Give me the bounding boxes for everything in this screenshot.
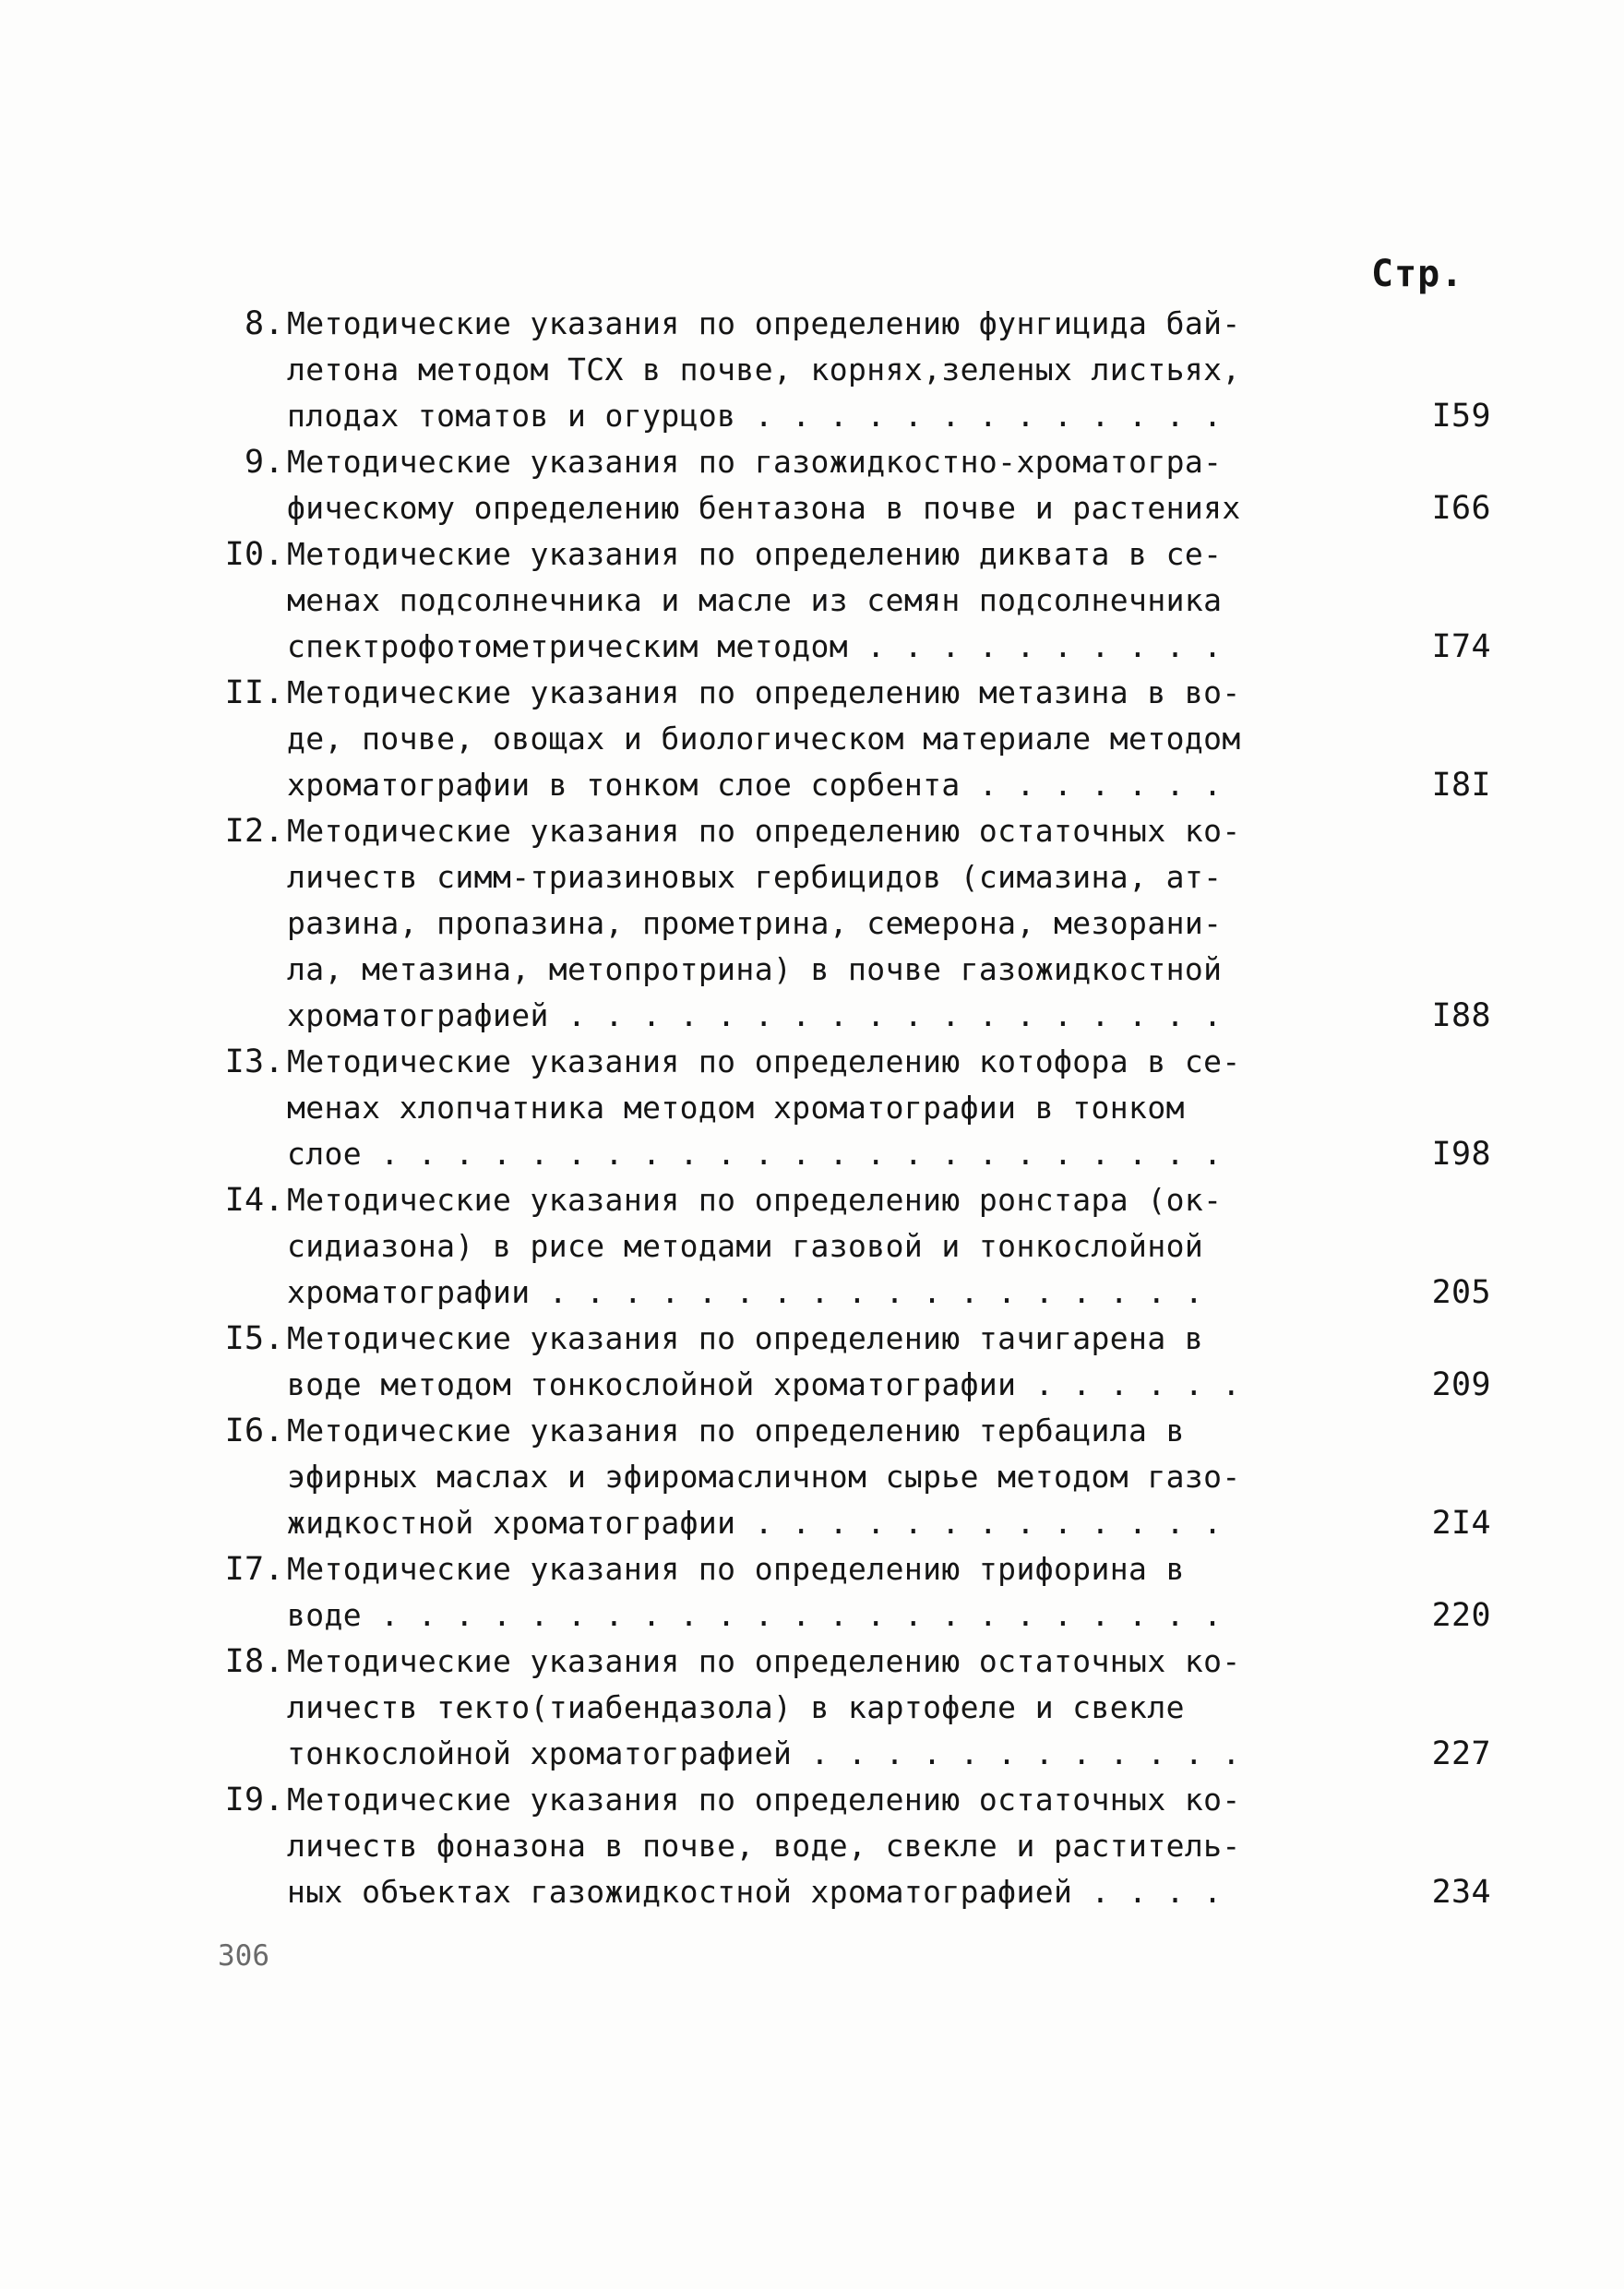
toc-entry-title-line: тонкослойной хроматографией . . . . . . . . . . . . [287, 1735, 1241, 1771]
toc-entry-title-line: воде . . . . . . . . . . . . . . . . . . . . . . . [287, 1597, 1223, 1633]
toc-entry-line [192, 1316, 1484, 1362]
table-of-contents [192, 301, 1491, 1915]
toc-entry-title-line: жидкостной хроматографии . . . . . . . . . . . . . [287, 1505, 1223, 1541]
toc-entry-number: II. [224, 674, 284, 711]
toc-entry-line [192, 1039, 1484, 1085]
toc-entry [192, 1408, 1491, 1546]
toc-entry-title-line: Методические указания по газожидкостно-хроматогра- [287, 444, 1223, 480]
toc-entry-number: I0. [224, 536, 284, 573]
toc-entry-page-number: 205 [1431, 1274, 1491, 1311]
toc-entry-number: I4. [224, 1182, 284, 1219]
toc-entry-title-line: Методические указания по определению остаточных ко- [287, 1782, 1241, 1818]
toc-entry-line [192, 1454, 1484, 1500]
toc-entry-title-line: Методические указания по определению фунгицида бай- [287, 305, 1241, 341]
toc-entry-title-line: хроматографии . . . . . . . . . . . . . . . . . . [287, 1274, 1204, 1310]
toc-entry-title-line: сидиазона) в рисе методами газовой и тонкослойной [287, 1228, 1204, 1264]
toc-entry-title-line: эфирных маслах и эфиромасличном сырье методом газо- [287, 1459, 1241, 1495]
toc-entry-number: I5. [224, 1320, 284, 1357]
toc-entry-title-line: Методические указания по определению тербацила в [287, 1413, 1185, 1449]
toc-entry-number: I9. [224, 1782, 284, 1818]
toc-entry-line [192, 1546, 1484, 1592]
toc-entry-line [192, 1408, 1484, 1454]
toc-entry-line [192, 1177, 1484, 1223]
toc-entry-title-line: Методические указания по определению остаточных ко- [287, 813, 1241, 849]
toc-entry-number: I3. [224, 1043, 284, 1080]
toc-entry [192, 439, 1491, 531]
toc-entry-page-number: I66 [1431, 490, 1491, 527]
toc-entry-title-line: спектрофотометрическим методом . . . . . . . . . . [287, 628, 1223, 664]
toc-entry-page-number: 234 [1431, 1874, 1491, 1911]
toc-entry-page-number: 227 [1431, 1735, 1491, 1772]
toc-entry-page-number: I88 [1431, 997, 1491, 1034]
toc-entry [192, 531, 1491, 670]
toc-entry-page-number: I59 [1431, 398, 1491, 435]
toc-entry-line [192, 716, 1484, 762]
toc-entry-number: I8. [224, 1643, 284, 1680]
toc-entry-number: I6. [224, 1413, 284, 1449]
toc-entry [192, 1177, 1491, 1316]
toc-entry-line [192, 1823, 1484, 1869]
toc-entry [192, 1639, 1491, 1777]
toc-entry [192, 1316, 1491, 1408]
toc-entry-line [192, 439, 1484, 485]
toc-entry-line [192, 301, 1484, 347]
toc-entry [192, 670, 1491, 808]
toc-entry-line [192, 1685, 1484, 1731]
toc-entry-line [192, 670, 1484, 716]
toc-entry-title-line: де, почве, овощах и биологическом материале методом [287, 721, 1241, 757]
toc-entry-line [192, 854, 1484, 900]
toc-entry-title-line: Методические указания по определению тачигарена в [287, 1320, 1204, 1356]
toc-entry-title-line: хроматографией . . . . . . . . . . . . . . . . . . [287, 997, 1223, 1033]
toc-entry-line [192, 1085, 1484, 1131]
toc-entry-title-line: Методические указания по определению метазина в во- [287, 674, 1241, 710]
toc-entry-line [192, 1592, 1491, 1639]
toc-entry-page-number: I74 [1431, 628, 1491, 665]
toc-entry-line [192, 1362, 1491, 1408]
toc-entry-title-line: Методические указания по определению диквата в се- [287, 536, 1223, 572]
toc-entry-title-line: ла, метазина, метопротрина) в почве газожидкостной [287, 951, 1223, 987]
toc-entry-number: I2. [224, 813, 284, 850]
toc-entry-page-number: 209 [1431, 1366, 1491, 1403]
toc-entry-line [192, 1500, 1491, 1546]
toc-entry-title-line: фическому определению бентазона в почве и растениях [287, 490, 1241, 526]
toc-entry-line [192, 531, 1484, 578]
toc-entry-line [192, 393, 1491, 439]
toc-entry-line [192, 485, 1491, 531]
toc-entry-line [192, 1223, 1484, 1270]
toc-entry-line [192, 1639, 1484, 1685]
toc-entry-line [192, 808, 1484, 854]
toc-entry-title-line: менах хлопчатника методом хроматографии в тонком [287, 1090, 1185, 1126]
toc-entry-title-line: разина, пропазина, прометрина, семерона, мезорани- [287, 905, 1223, 941]
toc-entry-line [192, 1131, 1491, 1177]
toc-entry-line [192, 1270, 1491, 1316]
toc-entry-page-number: I8I [1431, 767, 1491, 804]
toc-entry [192, 301, 1491, 439]
toc-entry-number: 8. [245, 305, 284, 342]
toc-entry-title-line: Методические указания по определению ронстара (ок- [287, 1182, 1223, 1218]
toc-entry-title-line: Методические указания по определению остаточных ко- [287, 1643, 1241, 1679]
toc-entry-line [192, 1731, 1491, 1777]
toc-entry-title-line: ных объектах газожидкостной хроматографией . . . . [287, 1874, 1223, 1910]
toc-entry-page-number: I98 [1431, 1136, 1491, 1173]
toc-entry-title-line: личеств фоназона в почве, воде, свекле и раститель- [287, 1828, 1241, 1864]
toc-entry-title-line: слое . . . . . . . . . . . . . . . . . . . . . . . [287, 1136, 1223, 1172]
toc-entry-title-line: Методические указания по определению трифорина в [287, 1551, 1185, 1587]
toc-entry-title-line: плодах томатов и огурцов . . . . . . . . . . . . . [287, 398, 1223, 434]
toc-entry-line [192, 624, 1491, 670]
toc-entry-page-number: 2I4 [1431, 1505, 1491, 1542]
page-column-header: Стр. [1371, 253, 1464, 295]
toc-entry-line [192, 347, 1484, 393]
toc-entry-title-line: воде методом тонкослойной хроматографии . . . . . . [287, 1366, 1241, 1402]
toc-entry-line [192, 993, 1491, 1039]
toc-entry-line [192, 578, 1484, 624]
page-folio-number: 306 [218, 1939, 269, 1973]
toc-entry-title-line: Методические указания по определению котофора в се- [287, 1043, 1241, 1079]
toc-entry [192, 1777, 1491, 1915]
toc-entry-page-number: 220 [1431, 1597, 1491, 1634]
toc-entry-line [192, 1869, 1491, 1915]
toc-entry [192, 808, 1491, 1039]
toc-entry-title-line: личеств текто(тиабендазола) в картофеле и свекле [287, 1689, 1185, 1725]
toc-entry-number: 9. [245, 444, 284, 481]
toc-entry [192, 1039, 1491, 1177]
toc-entry-title-line: менах подсолнечника и масле из семян подсолнечника [287, 582, 1223, 618]
toc-entry-line [192, 1777, 1484, 1823]
toc-entry-title-line: летона методом ТСХ в почве, корнях,зеленых листьях, [287, 352, 1241, 387]
toc-entry-line [192, 947, 1484, 993]
toc-entry [192, 1546, 1491, 1639]
toc-entry-number: I7. [224, 1551, 284, 1588]
toc-entry-line [192, 762, 1491, 808]
toc-entry-line [192, 900, 1484, 947]
toc-entry-title-line: личеств симм-триазиновых гербицидов (симазина, ат- [287, 859, 1223, 895]
toc-entry-title-line: хроматографии в тонком слое сорбента . . . . . . . [287, 767, 1223, 803]
